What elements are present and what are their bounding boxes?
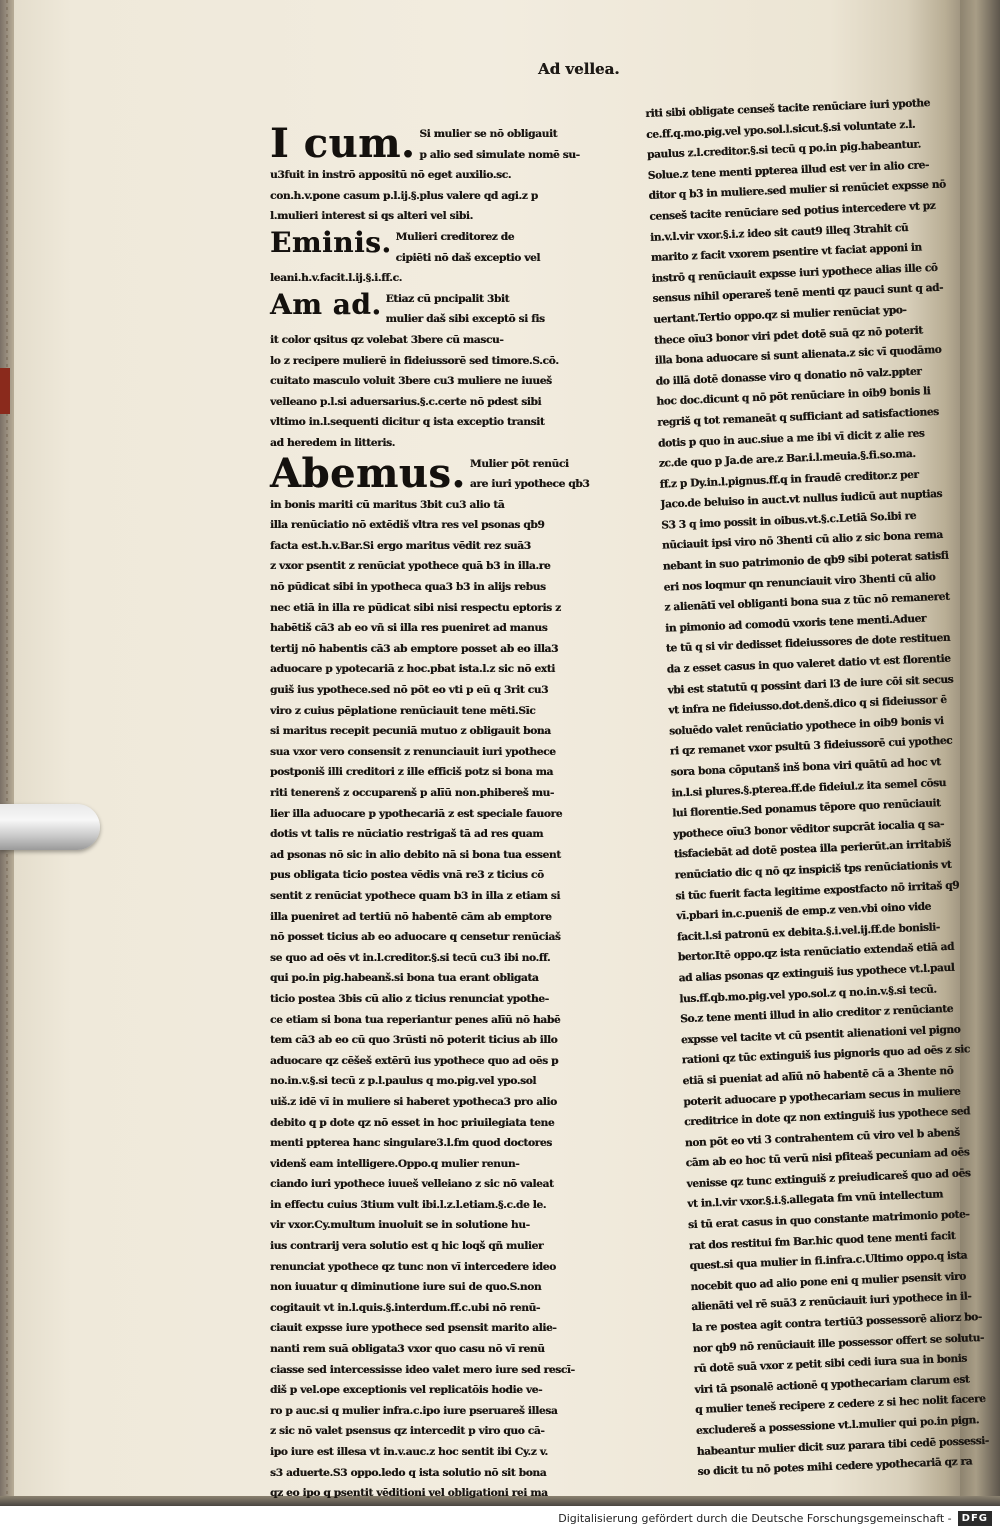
page-holder-clip — [0, 804, 100, 850]
text-line: z alienātī vel obliganti bona sua z tūc nō remaneret — [664, 590, 950, 614]
text-line: etiā si pueniat ad alīū nō habentē cā a 3hente nō — [682, 1064, 954, 1088]
text-line: sua vxor vero consensit z renunciauit iuri ypothece — [270, 745, 556, 758]
text-line: ditor q b3 in muliere.sed mulier si renūciet expsse nō — [648, 178, 946, 203]
text-line: lus.ff.qb.mo.pig.vel ypo.sol.z q no.in.v.§.si tecū. — [679, 982, 937, 1005]
text-line: nec etiā in illa re pūdicat sibi nisi respectu eptoris z — [270, 601, 561, 614]
text-section — [270, 449, 592, 1504]
text-line: cipiēti nō daš exceptio vel — [395, 251, 541, 264]
footer-bar — [0, 1506, 1000, 1531]
section-lemma: Eminis. — [270, 225, 392, 259]
text-line: lier illa aduocare p ypothecariā z est speciale fauore — [270, 807, 563, 820]
text-line: riti sibi obligate censeš tacite renūciare iuri ypothe — [645, 97, 931, 120]
text-line: Solue.z tene menti ppterea illud est ver in alio cre- — [647, 158, 930, 182]
text-line: nō pūdicat sibi in ypotheca qua3 b3 in alijs rebus — [270, 581, 546, 594]
text-line: si tū erat casus in quo constante matrimonio pote- — [687, 1208, 970, 1232]
text-line: bertor.Itē oppo.qz ista renūciatio extendaš etiā ad — [677, 941, 955, 964]
text-line: no.in.v.§.si tecū z p.l.paulus q mo.pig.vel ypo.sol — [270, 1075, 537, 1088]
text-line: Jaco.de beluiso in auct.vt nullus iudicū aut nuptias — [660, 488, 943, 511]
text-section — [270, 120, 592, 227]
text-line: postponiš illi creditori z ille efficiš potz si bona ma — [270, 766, 553, 779]
text-line: in effectu cuius 3tium vult ibi.l.z.l.etiam.§.c.de le. — [270, 1198, 547, 1211]
text-line: habeantur mulier dicit suz parara tibi cedē possessi- — [696, 1434, 989, 1458]
text-line: creditrice in dote qz non extinguiš ius ypothece sed — [683, 1105, 971, 1129]
text-line: guiš ius ypothece.sed nō pōt eo vti p eū q 3rit cu3 — [270, 684, 549, 697]
text-line: so dicit tu nō potes mihi cedere ypothecariā qz ra — [697, 1455, 973, 1479]
text-line: diš p vel.ope exceptionis vel replicatōis hodie ve- — [270, 1384, 543, 1397]
text-line: ciasse sed intercessisse ideo valet mero iure sed rescī- — [270, 1363, 575, 1376]
text-section — [270, 289, 592, 454]
text-line: renunciat ypothece qz tunc non vī intercedere ideo — [270, 1260, 556, 1273]
text-line: con.h.v.pone casum p.l.ij.§.plus valere qd agi.z p — [270, 189, 538, 202]
text-line: instrō q renūciauit expsse iuri ypothece alias ille cō — [651, 261, 938, 285]
text-line: thece oīu3 bonor viri pdet dotē suā qz nō poterit — [653, 324, 923, 347]
text-line: ro p auc.si q mulier infra.c.ipo iure pseruareš illesa — [270, 1404, 558, 1417]
text-line: ad heredem in litteris. — [270, 436, 395, 449]
text-line: u3fuit in instrō appositū nō eget auxilio.sc. — [270, 169, 512, 182]
text-line: in bonis mariti cū maritus 3bit cu3 alio tā — [270, 498, 505, 511]
text-line: poterit aduocare p ypothecariam secus in muliere — [683, 1085, 961, 1108]
text-line: facta est.h.v.Bar.Si ergo maritus vēdit rez suā3 — [270, 539, 531, 552]
text-line: Mulieri creditorez de — [395, 230, 515, 243]
text-line: p alio sed simulate nomē su- — [419, 148, 580, 161]
text-line: tisfaciebāt ad dotē postea illa perierūt.an irritabiš — [673, 838, 952, 861]
text-line: marito z facit vxorem psentire vt faciat apponi in — [650, 241, 922, 265]
text-line: renūciatio dic q nō qz inspiciš tps renūciationis vt — [674, 858, 952, 882]
text-line: ff.z p Dy.in.l.pignus.ff.q in fraudē creditor.z per — [659, 468, 919, 491]
text-line: lui florentie.Sed ponamus tēpore quo renūciauit — [672, 797, 941, 820]
text-line: vbi est statutū q possint dari l3 de iure cōi sit secus — [667, 673, 954, 697]
text-line: lo z recipere mulierē in fideiussorē sed timore.S.cō. — [270, 354, 559, 367]
text-line: vt infra ne fideiusso.dot.denš.dico q si fideiussor ē — [668, 694, 947, 717]
text-line: dotis p quo in auc.siue a me ibi vī dicit z alie res — [657, 427, 925, 450]
text-line: viri tā psonalē actionē q ypothecariam clarum est — [694, 1373, 970, 1396]
text-line: sensus nihil operareš tenē menti qz pauci sunt q ad- — [652, 282, 944, 306]
text-line: ipo iure est illesa vt in.v.auc.z hoc sentit ibi Cy.z v. — [270, 1446, 548, 1458]
text-line: qz eo ipo q psentit vēditioni vel obligationi rei ma — [270, 1487, 548, 1500]
text-section — [270, 227, 592, 289]
text-line: ticio postea 3bis cū alio z ticius renunciat ypothe- — [270, 992, 549, 1005]
text-line: cām ab eo hoc tū verū nisi pfiteaš pecuniam ad oēs — [685, 1146, 970, 1170]
text-line: debito q p dote qz nō esset in hoc priuilegiata tene — [270, 1116, 555, 1129]
text-line: illa pueniret ad tertiū nō habentē cām ab emptore — [270, 910, 552, 923]
text-line: riti tenerenš z occuparenš p alīū non.phibereš mu- — [270, 787, 554, 799]
text-line: si maritus recepit pecuniā mutuo z obligauit bona — [270, 725, 551, 738]
text-line: Si mulier se nō obligauit — [419, 128, 558, 140]
text-line: zc.de quo p Ja.de are.z Bar.i.l.meuia.§.fi.so.ma. — [658, 447, 916, 470]
text-line: mulier daš sibi exceptō si fis — [385, 313, 545, 326]
text-line: sentit z renūciat ypothece quam b3 in illa z etiam si — [270, 889, 561, 902]
text-line: vltimo in.l.sequenti dicitur q ista exceptio transit — [270, 416, 545, 429]
text-line: regriš q tot remaneāt q sufficiant ad satisfactiones — [657, 405, 939, 429]
text-line: venisse qz tunc extinguiš z preiudicareš quo ad oēs — [686, 1167, 971, 1191]
text-line: nor qb9 nō renūciauit ille possessor offert se solutu- — [692, 1331, 985, 1355]
text-line: in.v.l.vir vxor.§.i.z ideo sit caut9 illeq 3trahit cū — [649, 221, 909, 244]
text-line: nanti rem suā obligata3 vxor quo casu nō vī renū — [270, 1343, 545, 1356]
red-ribbon-marker — [0, 368, 10, 414]
text-line: non pōt eo vti 3 contrahentem cū viro vel b abenš — [684, 1126, 960, 1149]
text-line: it color qsitus qz volebat 3bere cū mascu- — [270, 333, 504, 346]
text-line: la re postea agit contra tertiū3 possessorē aliorz bo- — [691, 1311, 982, 1335]
text-line: z vxor psentit z renūciat ypothece quā b3 in illa.re — [270, 560, 551, 573]
running-head: Ad vellea. — [538, 60, 620, 78]
text-line: habētiš cā3 ab eo vñ si illa res pueniret ad manus — [270, 622, 548, 635]
text-line: facit.l.si patronū ex debita.§.i.vel.ij.ff.de bonisli- — [676, 921, 940, 944]
text-line: rū dotē suā vxor z petit sibi cedi iura sua in bonis — [693, 1352, 968, 1376]
text-line: So.z tene menti illud in alio creditor z renūciante — [679, 1002, 954, 1026]
text-line: tem cā3 ab eo cū quo 3rūsti nō poterit ticius ab illo — [270, 1034, 558, 1047]
text-line: nocebit quo ad alio pone eni q mulier psensit viro — [690, 1270, 966, 1293]
text-line: alienāti vel rē suā3 z renūciauit iuri ypothece in il- — [691, 1290, 972, 1314]
text-line: velleano p.l.si aduersarius.§.c.certe nō pdest sibi — [270, 395, 542, 408]
section-lemma: I cum. — [270, 120, 416, 167]
text-line: ce.ff.q.mo.pig.vel ypo.sol.l.sicut.§.si voluntate z.l. — [645, 118, 916, 141]
text-line: nebant in suo patrimonio de qb9 sibi poterat satisfi — [662, 549, 949, 573]
text-line: pus obligata ticio postea vēdis vnā re3 z ticius cō — [270, 869, 544, 882]
text-line: cogitauit vt in.l.quis.§.interdum.ff.c.ubi nō renū- — [270, 1301, 540, 1314]
text-line: ad alias psonas qz extinguiš ius ypothece vt.l.paul — [678, 961, 955, 985]
text-line: ciauit expsse iure ypothece sed psensit marito alie- — [270, 1322, 557, 1335]
text-line: dotis vt talis re nūciatio restrigaš tā ad res quam — [270, 828, 544, 841]
text-line: non iuuatur q diminutione iure sui de quo.S.non — [270, 1281, 542, 1294]
text-line: illa renūciatio nō extēdiš vltra res vel psonas qb9 — [270, 519, 545, 532]
text-line: ad psonas nō sic in alio debito nā si bona tua essent — [270, 848, 561, 861]
text-line: vir vxor.Cy.multum inuoluit se in solutione hu- — [270, 1219, 530, 1232]
text-line: illa bona aduocare si sunt alienata.z sic vī quodāmo — [654, 343, 942, 367]
text-line: aduocare p ypotecariā z hoc.pbat ista.l.z sic nō exti — [270, 663, 555, 676]
text-line: rationi qz tūc extinguiš ius pignoris quo ad oēs z sic — [681, 1043, 971, 1067]
text-line: quest.si qua mulier in fi.infra.c.Ultimo oppo.q ista — [689, 1249, 968, 1273]
section-lemma: Abemus. — [270, 449, 466, 497]
text-line: soluēdo valet renūciatio ypothece in oib9 bonis vi — [668, 714, 944, 738]
text-line: are iuri ypothece qb3 — [469, 478, 590, 491]
text-line: vt in.l.vir vxor.§.i.§.allegata fm vnū intellectum — [687, 1188, 944, 1211]
text-line: cuitato masculo voluit 3bere cu3 muliere ne iuueš — [270, 375, 552, 388]
text-line: si tūc fuerit facta legitime expostfacto nō irritaš q9 — [675, 879, 960, 902]
text-line: s3 aduerte.S3 oppo.ledo q ista solutio nō sit bona — [270, 1466, 547, 1479]
text-line: nūciauit ipsi viro nō 3henti cū alio z sic bona rema — [661, 529, 943, 553]
text-line: hoc doc.dicunt q nō pōt renūciare in oib9 bonis li — [656, 385, 931, 409]
text-line: viro z cuius pēplatione renūciauit tene mēti.Sīc — [270, 704, 536, 717]
text-line: sora bona cōputanš inš bona viri quātū ad hoc vt — [670, 756, 941, 779]
text-line: do illā dotē donasse viro q donatio nō valz.ppter — [655, 365, 922, 388]
text-line: rat dos restitui fm Bar.hic quod tene menti facit — [688, 1229, 956, 1252]
footer-credit-text: Digitalisierung gefördert durch die Deutsche Forschungsgemeinschaft - — [558, 1512, 952, 1525]
left-text-column — [270, 120, 592, 1504]
text-line: l.mulieri interest si qs alteri vel sibi. — [270, 210, 473, 223]
text-line: paulus z.l.creditor.§.si tecū q po.in pig.habeantur. — [646, 138, 921, 162]
text-line: Etiaz cū pncipalit 3bit — [385, 292, 510, 305]
text-line: z sic nō valet psensus qz intercedit p viro quo cā- — [270, 1425, 545, 1438]
text-line: menti ppterea hanc singulare3.l.fm quod doctores — [270, 1137, 552, 1150]
text-line: excludereš a possessione vt.l.mulier qui po.in pign. — [695, 1414, 980, 1438]
text-line: censeš tacite renūciare sed potius intercedere vt pz — [649, 199, 936, 223]
text-line: tertij nō habentis cā3 ab emptore posset ab eo illa3 — [270, 642, 559, 655]
text-line: expsse vel tacite vt cū psentit alienationi vel pigno — [680, 1023, 961, 1047]
text-line: da z esset casus in quo valeret datio vt est florentie — [666, 652, 951, 676]
text-line: eri nos loqmur qn renunciauit viro 3henti cū alio — [663, 570, 936, 594]
text-line: vī.pbari in.c.pueniš de emp.z ven.vbi oino vide — [675, 900, 932, 923]
section-lemma: Am ad. — [270, 287, 382, 321]
text-line: leani.h.v.facit.l.ij.§.i.ff.c. — [270, 272, 402, 285]
text-line: Mulier pōt renūci — [469, 457, 569, 470]
text-line: qui po.in pig.habeanš.si bona tua erant obligata — [270, 972, 539, 985]
text-line: aduocare qz cēšeš extērū ius ypothece quo ad oēs p — [270, 1054, 559, 1067]
right-text-column — [645, 92, 1000, 1483]
text-line: in pimonio ad comodū vxoris tene menti.Aduer — [664, 612, 927, 635]
text-line: nō posset ticius ab eo aduocare q censetur renūciaš — [270, 931, 561, 944]
dfg-logo: DFG — [958, 1511, 992, 1526]
text-line: S3 3 q imo possit in oibus.vt.§.c.Letiā So.ibi re — [660, 509, 917, 532]
text-line: te tū q si vir dedisset fideiussores de dote restituen — [665, 632, 951, 656]
text-line: uertant.Tertio oppo.qz si mulier renūciat ypo- — [653, 304, 907, 326]
text-line: ciando iuri ypothece iuueš velleiano z sic nō valeat — [270, 1178, 554, 1191]
text-line: ypothece oīu3 bonor vēditor supcrāt iocalia q sa- — [672, 817, 945, 841]
text-line: se quo ad oēs vt in.l.creditor.§.si tecū cu3 ibi no.ff. — [270, 951, 551, 964]
text-line: ri qz remanet vxor psultū 3 fideiussorē cui ypothec — [669, 735, 953, 758]
text-line: q mulier teneš recipere z cedere z si hec nolit facere — [694, 1393, 986, 1417]
text-line: ius contrarij vera solutio est q hic loqš qñ mulier — [270, 1240, 544, 1253]
text-line: uiš.z idē vī in muliere si haberet ypotheca3 pro alio — [270, 1095, 557, 1108]
text-line: in.l.si plures.§.pterea.ff.de fideiul.z ita semel cōsu — [671, 776, 947, 800]
text-line: ce etiam si bona tua reperiantur penes alīū nō habē — [270, 1013, 561, 1026]
text-line: videnš eam intelligere.Oppo.q mulier renun- — [270, 1157, 520, 1170]
